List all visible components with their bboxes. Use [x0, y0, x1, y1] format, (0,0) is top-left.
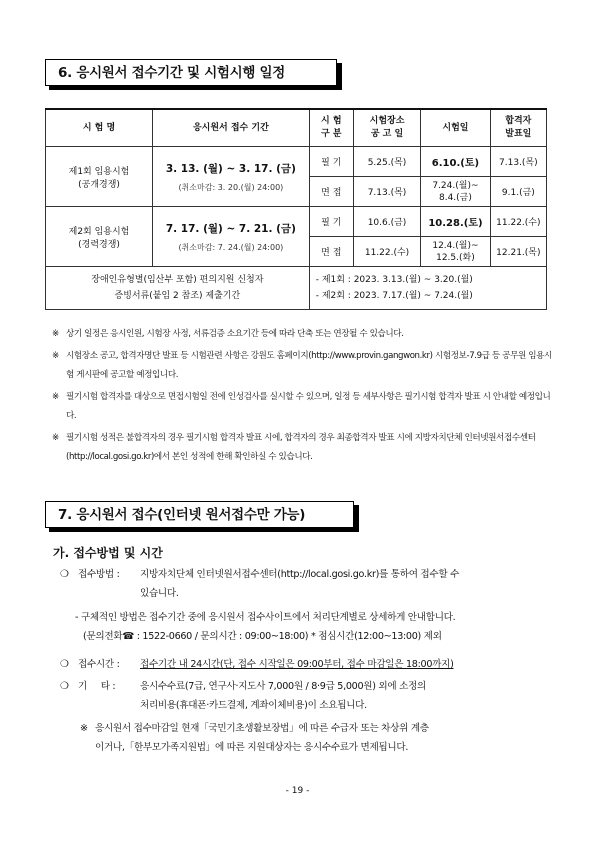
round2-written-venue: 10.6.(금)	[353, 207, 420, 237]
method-detail	[75, 608, 570, 646]
header-date: 시험일	[421, 109, 491, 147]
bullet-circle-icon: ❍	[60, 659, 69, 670]
round2-interview-result: 12.21.(목)	[490, 237, 546, 267]
bullet-circle-icon: ❍	[60, 569, 69, 580]
page-number: - 19 -	[285, 786, 310, 796]
round2-interview-date: 12.4.(월)~ 12.5.(화)	[421, 237, 491, 267]
method-contact-line: (문의전화☎ : 1522-0660 / 문의시간 : 09:00~18:00) * 점심시간(12:00~13:00) 제외	[83, 631, 442, 642]
schedule-notes	[52, 325, 552, 467]
note-item: ※ 시험장소 공고, 합격자명단 발표 등 시험관련 사항은 강원도 홈페이지(http://www.provin.gangwon.kr) 시험정보-7.9급 등 공무원 임용시험 게시판에 공고할 예정입니다.	[52, 351, 552, 380]
round1-written-date: 6.10.(토)	[421, 147, 491, 177]
method-label: 접수방법 :	[78, 569, 120, 580]
support-label: 장애인유형별(임산부 포함) 편의지원 신청자 증빙서류(붙임 2 참조) 제출기간	[46, 267, 310, 310]
note-item: ※ 필기시험 성적은 불합격자의 경우 필기시험 합격자 발표 시에, 합격자의 경우 최종합격자 발표 시에 지방자치단체 인터넷원서접수센터(http://local.gosi.go.kr)에서 본인 성적에 한해 확인하실 수 있습니다.	[52, 433, 536, 462]
support-row	[46, 267, 547, 310]
round1-written-venue: 5.25.(목)	[353, 147, 420, 177]
fee-exemption-note: ※ 응시원서 접수마감일 현재「국민기초생활보장법」에 따른 수급자 또는 차상위 계층 이거나,「한부모가족지원법」에 따른 지원대상자는 응시수수료가 면제됩니다.	[80, 723, 429, 753]
subsection-title: 가. 접수방법 및 시간	[53, 546, 163, 560]
table-row	[46, 147, 547, 177]
header-venue: 시험장소 공 고 일	[353, 109, 420, 147]
etc-label: 기 타 :	[78, 681, 116, 692]
section7-title: 7. 응시원서 접수(인터넷 원서접수만 가능)	[45, 501, 354, 528]
round2-interview-type: 면 접	[309, 237, 353, 267]
schedule-table	[45, 108, 547, 310]
round2-written-date: 10.28.(토)	[421, 207, 491, 237]
round1-written-result: 7.13.(목)	[490, 147, 546, 177]
round2-written-result: 11.22.(수)	[490, 207, 546, 237]
section6-title: 6. 응시원서 접수기간 및 시험시행 일정	[45, 59, 337, 86]
header-exam: 시 험 명	[46, 109, 153, 147]
round2-name: 제2회 임용시험 (경력경쟁)	[46, 207, 153, 267]
round2-interview-venue: 11.22.(수)	[353, 237, 420, 267]
round2-written-type: 필 기	[309, 207, 353, 237]
round1-name: 제1회 임용시험 (공개경쟁)	[46, 147, 153, 207]
time-block	[60, 655, 555, 674]
round2-period: 7. 17. (월) ~ 7. 21. (금) (취소마감: 7. 24.(월) 24:00)	[153, 207, 310, 267]
round1-interview-date: 7.24.(월)~ 8.4.(금)	[421, 177, 491, 207]
etc-block	[60, 677, 555, 715]
header-period: 응시원서 접수 기간	[153, 109, 310, 147]
table-header-row	[46, 109, 547, 147]
round1-interview-venue: 7.13.(목)	[353, 177, 420, 207]
round1-period: 3. 13. (월) ~ 3. 17. (금) (취소마감: 3. 20.(월) 24:00)	[153, 147, 310, 207]
header-result: 합격자 발표일	[490, 109, 546, 147]
support-periods: - 제1회 : 2023. 3.13.(월) ~ 3.20.(월) - 제2회 : 2023. 7.17.(월) ~ 7.24.(월)	[309, 267, 546, 310]
time-label: 접수시간 :	[78, 659, 120, 670]
method-text: 지방자치단체 인터넷원서접수센터(http://local.gosi.go.kr)를 통하여 접수할 수 있습니다.	[140, 569, 460, 599]
note-item: ※ 상기 일정은 응시인원, 시험장 사정, 서류검증 소요기간 등에 따라 단축 또는 연장될 수 있습니다.	[52, 329, 404, 339]
round1-written-type: 필 기	[309, 147, 353, 177]
table-row	[46, 207, 547, 237]
round1-interview-type: 면 접	[309, 177, 353, 207]
bullet-circle-icon: ❍	[60, 681, 69, 692]
method-block	[60, 565, 555, 603]
time-text: 접수기간 내 24시간(단, 접수 시작일은 09:00부터, 접수 마감일은 18:00까지)	[140, 659, 454, 670]
etc-text: 응시수수료(7급, 연구사·지도사 7,000원 / 8·9급 5,000원) 외에 소정의 처리비용(휴대폰·카드결제, 계좌이체비용)이 소요됩니다.	[140, 681, 427, 711]
header-type: 시 험 구 분	[309, 109, 353, 147]
round1-interview-result: 9.1.(금)	[490, 177, 546, 207]
note-item: ※ 필기시험 합격자를 대상으로 면접시험일 전에 인성검사를 실시할 수 있으며, 일정 등 세부사항은 필기시험 합격자 발표 시 안내할 예정입니다.	[52, 392, 551, 421]
method-detail-line: - 구체적인 방법은 접수기간 중에 응시원서 접수사이트에서 처리단계별로 상세하게 안내합니다.	[75, 612, 456, 623]
